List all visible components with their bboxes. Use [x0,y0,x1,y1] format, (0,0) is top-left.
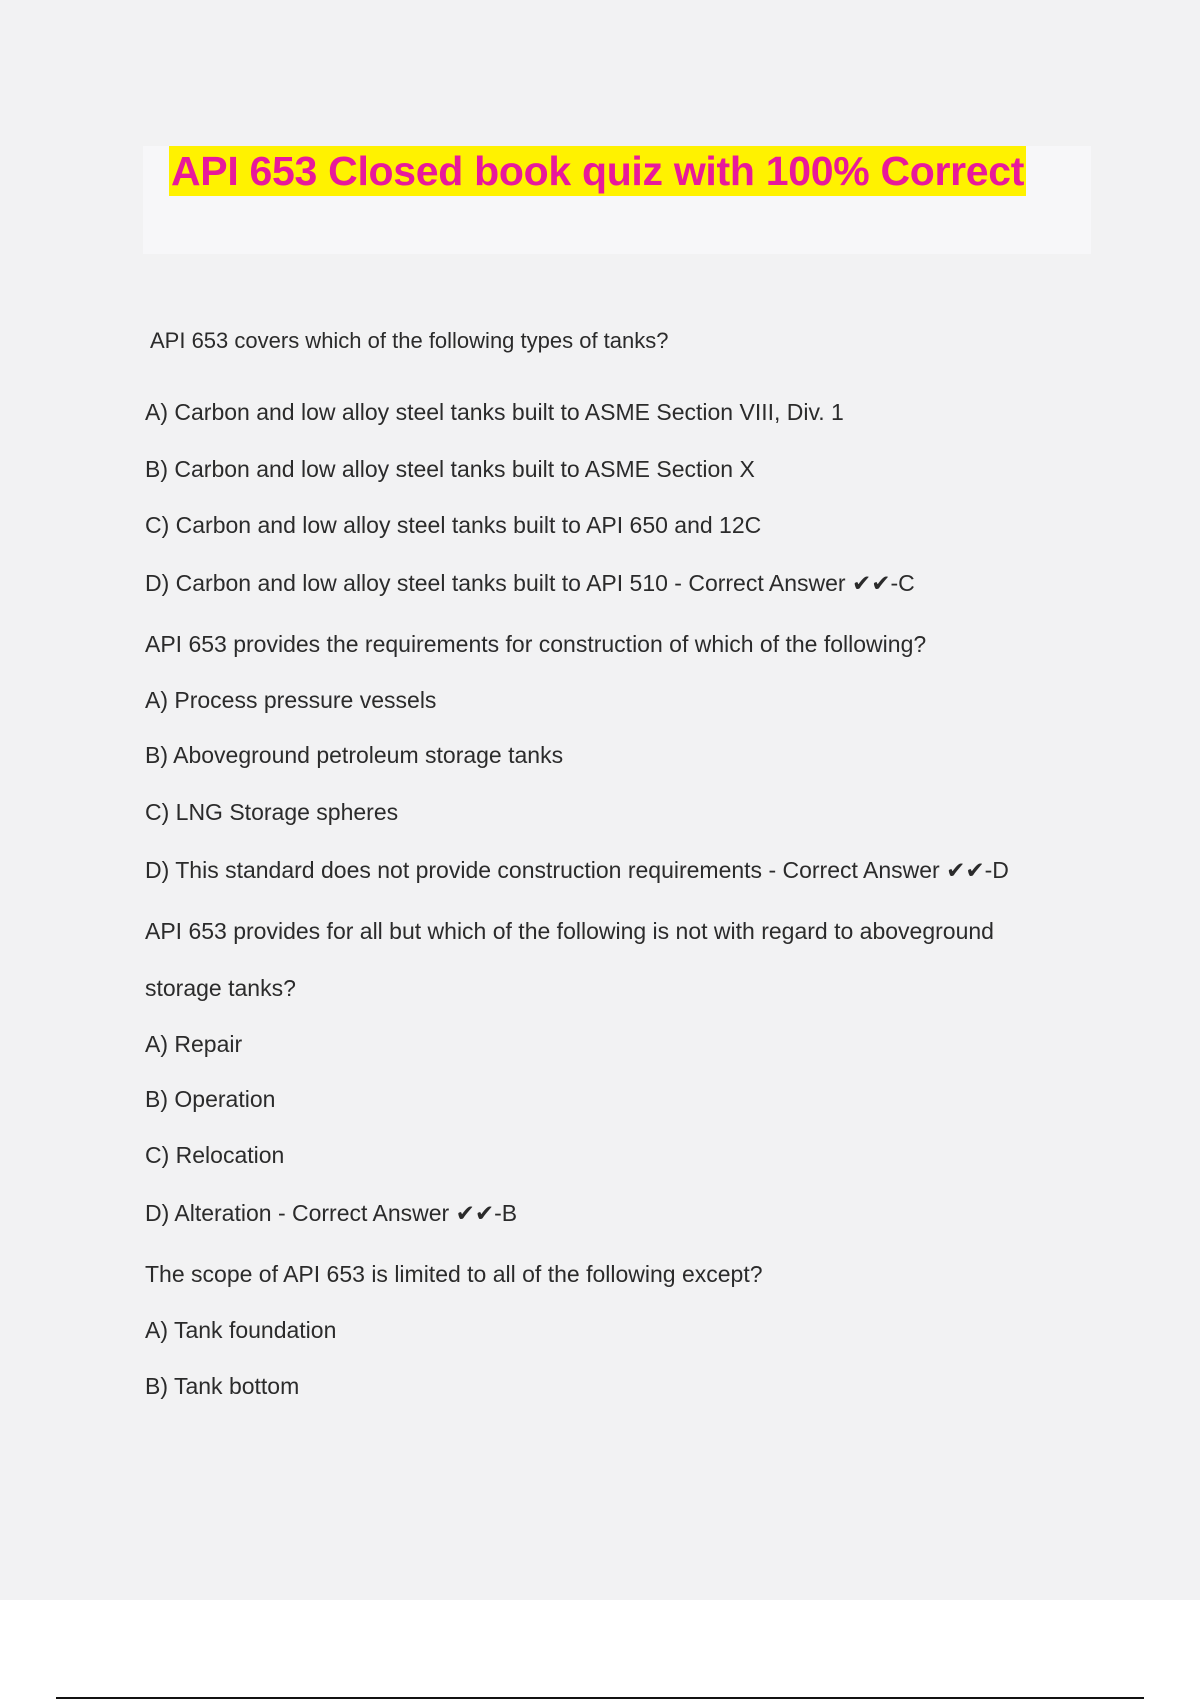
footer-divider [56,1697,1144,1699]
question-3-option-d-answer: D) Alteration - Correct Answer ✔✔-B [145,1200,518,1226]
question-3-option-b: B) Operation [145,1086,276,1112]
question-4-option-b: B) Tank bottom [145,1373,300,1399]
question-2-option-c: C) LNG Storage spheres [145,799,399,825]
question-1-text: API 653 covers which of the following types of tanks? [150,328,669,353]
question-2-option-a: A) Process pressure vessels [145,687,437,713]
question-2-text: API 653 provides the requirements for construction of which of the following? [145,631,927,657]
document-title: API 653 Closed book quiz with 100% Correct [171,148,1025,194]
question-2-option-d-answer: D) This standard does not provide construction requirements - Correct Answer ✔✔-D [145,857,1009,883]
question-4-text: The scope of API 653 is limited to all of the following except? [145,1261,763,1287]
question-1-option-d-answer: D) Carbon and low alloy steel tanks built to API 510 - Correct Answer ✔✔-C [145,570,915,596]
question-2-option-b: B) Aboveground petroleum storage tanks [145,742,564,768]
question-1-option-b: B) Carbon and low alloy steel tanks built to ASME Section X [145,456,755,482]
question-3-option-c: C) Relocation [145,1142,285,1168]
question-3-option-a: A) Repair [145,1031,243,1057]
question-3-text-line-2: storage tanks? [145,975,296,1001]
question-1-option-c: C) Carbon and low alloy steel tanks built to API 650 and 12C [145,512,762,538]
question-1-option-a: A) Carbon and low alloy steel tanks built to ASME Section VIII, Div. 1 [145,399,844,425]
question-4-option-a: A) Tank foundation [145,1317,337,1343]
question-3-text-line-1: API 653 provides for all but which of the following is not with regard to aboveground [145,918,994,944]
